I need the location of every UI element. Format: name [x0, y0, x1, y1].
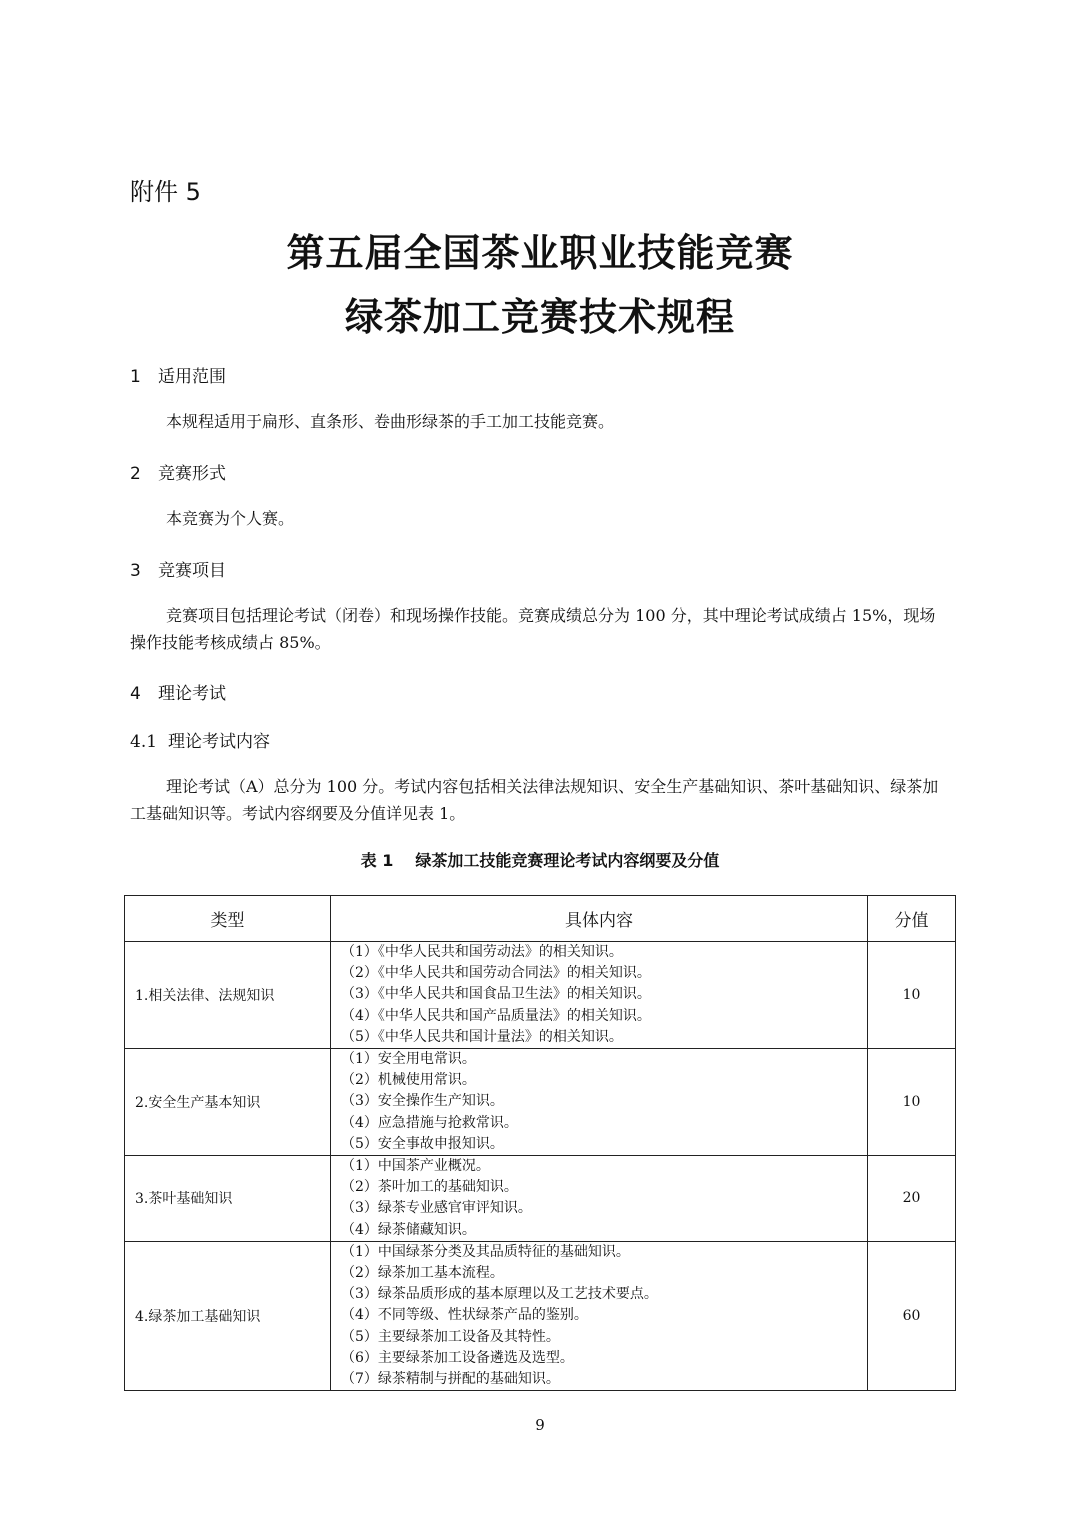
- header-content: 具体内容: [331, 896, 868, 942]
- table-caption-label: 表 1: [360, 851, 394, 870]
- row-content: [331, 942, 868, 1049]
- list-item: （5）安全事故申报知识。: [341, 1135, 504, 1152]
- section-1-text: 本规程适用于扁形、直条形、卷曲形绿茶的手工加工技能竞赛。: [166, 412, 615, 431]
- row-score: 60: [868, 1241, 956, 1390]
- section-1-heading: [130, 362, 226, 387]
- section-4-heading: [130, 679, 226, 704]
- list-item: （2）茶叶加工的基础知识。: [341, 1179, 518, 1196]
- list-item: （3）绿茶品质形成的基本原理以及工艺技术要点。: [341, 1286, 658, 1303]
- page-number: 9: [535, 1416, 545, 1434]
- row-category: 3.茶叶基础知识: [125, 1156, 331, 1242]
- table-row: [125, 1049, 956, 1156]
- header-category: 类型: [125, 896, 331, 942]
- list-item: （6）主要绿茶加工设备遴选及选型。: [341, 1349, 574, 1366]
- list-item: （4）应急措施与抢救常识。: [341, 1114, 518, 1131]
- list-item: （4）不同等级、性状绿茶产品的鉴别。: [341, 1307, 588, 1324]
- theory-exam-table: [124, 895, 956, 1391]
- table-caption: [0, 848, 1080, 871]
- row-score: 10: [868, 1049, 956, 1156]
- list-item: （5）《中华人民共和国计量法》的相关知识。: [341, 1028, 623, 1045]
- list-item: （4）绿茶储藏知识。: [341, 1221, 476, 1238]
- section-title: 竞赛形式: [158, 464, 226, 484]
- page-title-line2: 绿茶加工竞赛技术规程: [344, 294, 735, 339]
- page-title-line1: 第五届全国茶业职业技能竞赛: [286, 230, 794, 275]
- list-item: （4）《中华人民共和国产品质量法》的相关知识。: [341, 1007, 651, 1024]
- list-item: （1）中国绿茶分类及其品质特征的基础知识。: [341, 1243, 630, 1260]
- section-3-text: 竞赛项目包括理论考试（闭卷）和现场操作技能。竞赛成绩总分为 100 分，其中理论考试成绩占 15%，现场操作技能考核成绩占 85%。: [130, 606, 936, 652]
- attachment-label: 附件 5: [130, 178, 201, 206]
- list-item: （3）《中华人民共和国食品卫生法》的相关知识。: [341, 986, 651, 1003]
- section-4-1-heading: [130, 727, 270, 752]
- table-row: [125, 942, 956, 1049]
- row-score: 20: [868, 1156, 956, 1242]
- header-score: 分值: [868, 896, 956, 942]
- list-item: （1）《中华人民共和国劳动法》的相关知识。: [341, 944, 623, 960]
- row-category: 1.相关法律、法规知识: [125, 942, 331, 1049]
- list-item: （2）机械使用常识。: [341, 1072, 476, 1089]
- section-number: 1: [130, 367, 141, 387]
- row-category: 4.绿茶加工基础知识: [125, 1241, 331, 1390]
- table-row: [125, 1241, 956, 1390]
- section-title: 适用范围: [158, 367, 226, 387]
- section-2-text: 本竞赛为个人赛。: [166, 509, 295, 528]
- section-3-heading: [130, 556, 226, 581]
- list-item: （5）主要绿茶加工设备及其特性。: [341, 1328, 560, 1345]
- table-header-row: [125, 896, 956, 942]
- section-title: 理论考试内容: [168, 732, 270, 752]
- section-number: 4.1: [130, 732, 158, 752]
- list-item: （3）安全操作生产知识。: [341, 1093, 504, 1110]
- section-title: 理论考试: [158, 684, 226, 704]
- table-row: [125, 1156, 956, 1242]
- section-number: 4: [130, 684, 141, 704]
- row-content: [331, 1049, 868, 1156]
- row-score: 10: [868, 942, 956, 1049]
- list-item: （7）绿茶精制与拼配的基础知识。: [341, 1371, 560, 1388]
- list-item: （1）安全用电常识。: [341, 1051, 476, 1068]
- section-4-1-text: 理论考试（A）总分为 100 分。考试内容包括相关法律法规知识、安全生产基础知识、茶叶基础知识、绿茶加工基础知识等。考试内容纲要及分值详见表 1。: [130, 777, 939, 823]
- list-item: （2）《中华人民共和国劳动合同法》的相关知识。: [341, 965, 651, 982]
- section-number: 2: [130, 464, 141, 484]
- section-title: 竞赛项目: [158, 561, 226, 581]
- section-number: 3: [130, 561, 141, 581]
- row-content: [331, 1156, 868, 1242]
- section-2-heading: [130, 459, 226, 484]
- row-content: [331, 1241, 868, 1390]
- row-category: 2.安全生产基本知识: [125, 1049, 331, 1156]
- list-item: （2）绿茶加工基本流程。: [341, 1265, 504, 1282]
- list-item: （3）绿茶专业感官审评知识。: [341, 1200, 532, 1217]
- table-caption-title: 绿茶加工技能竞赛理论考试内容纲要及分值: [415, 851, 720, 870]
- list-item: （1）中国茶产业概况。: [341, 1158, 490, 1175]
